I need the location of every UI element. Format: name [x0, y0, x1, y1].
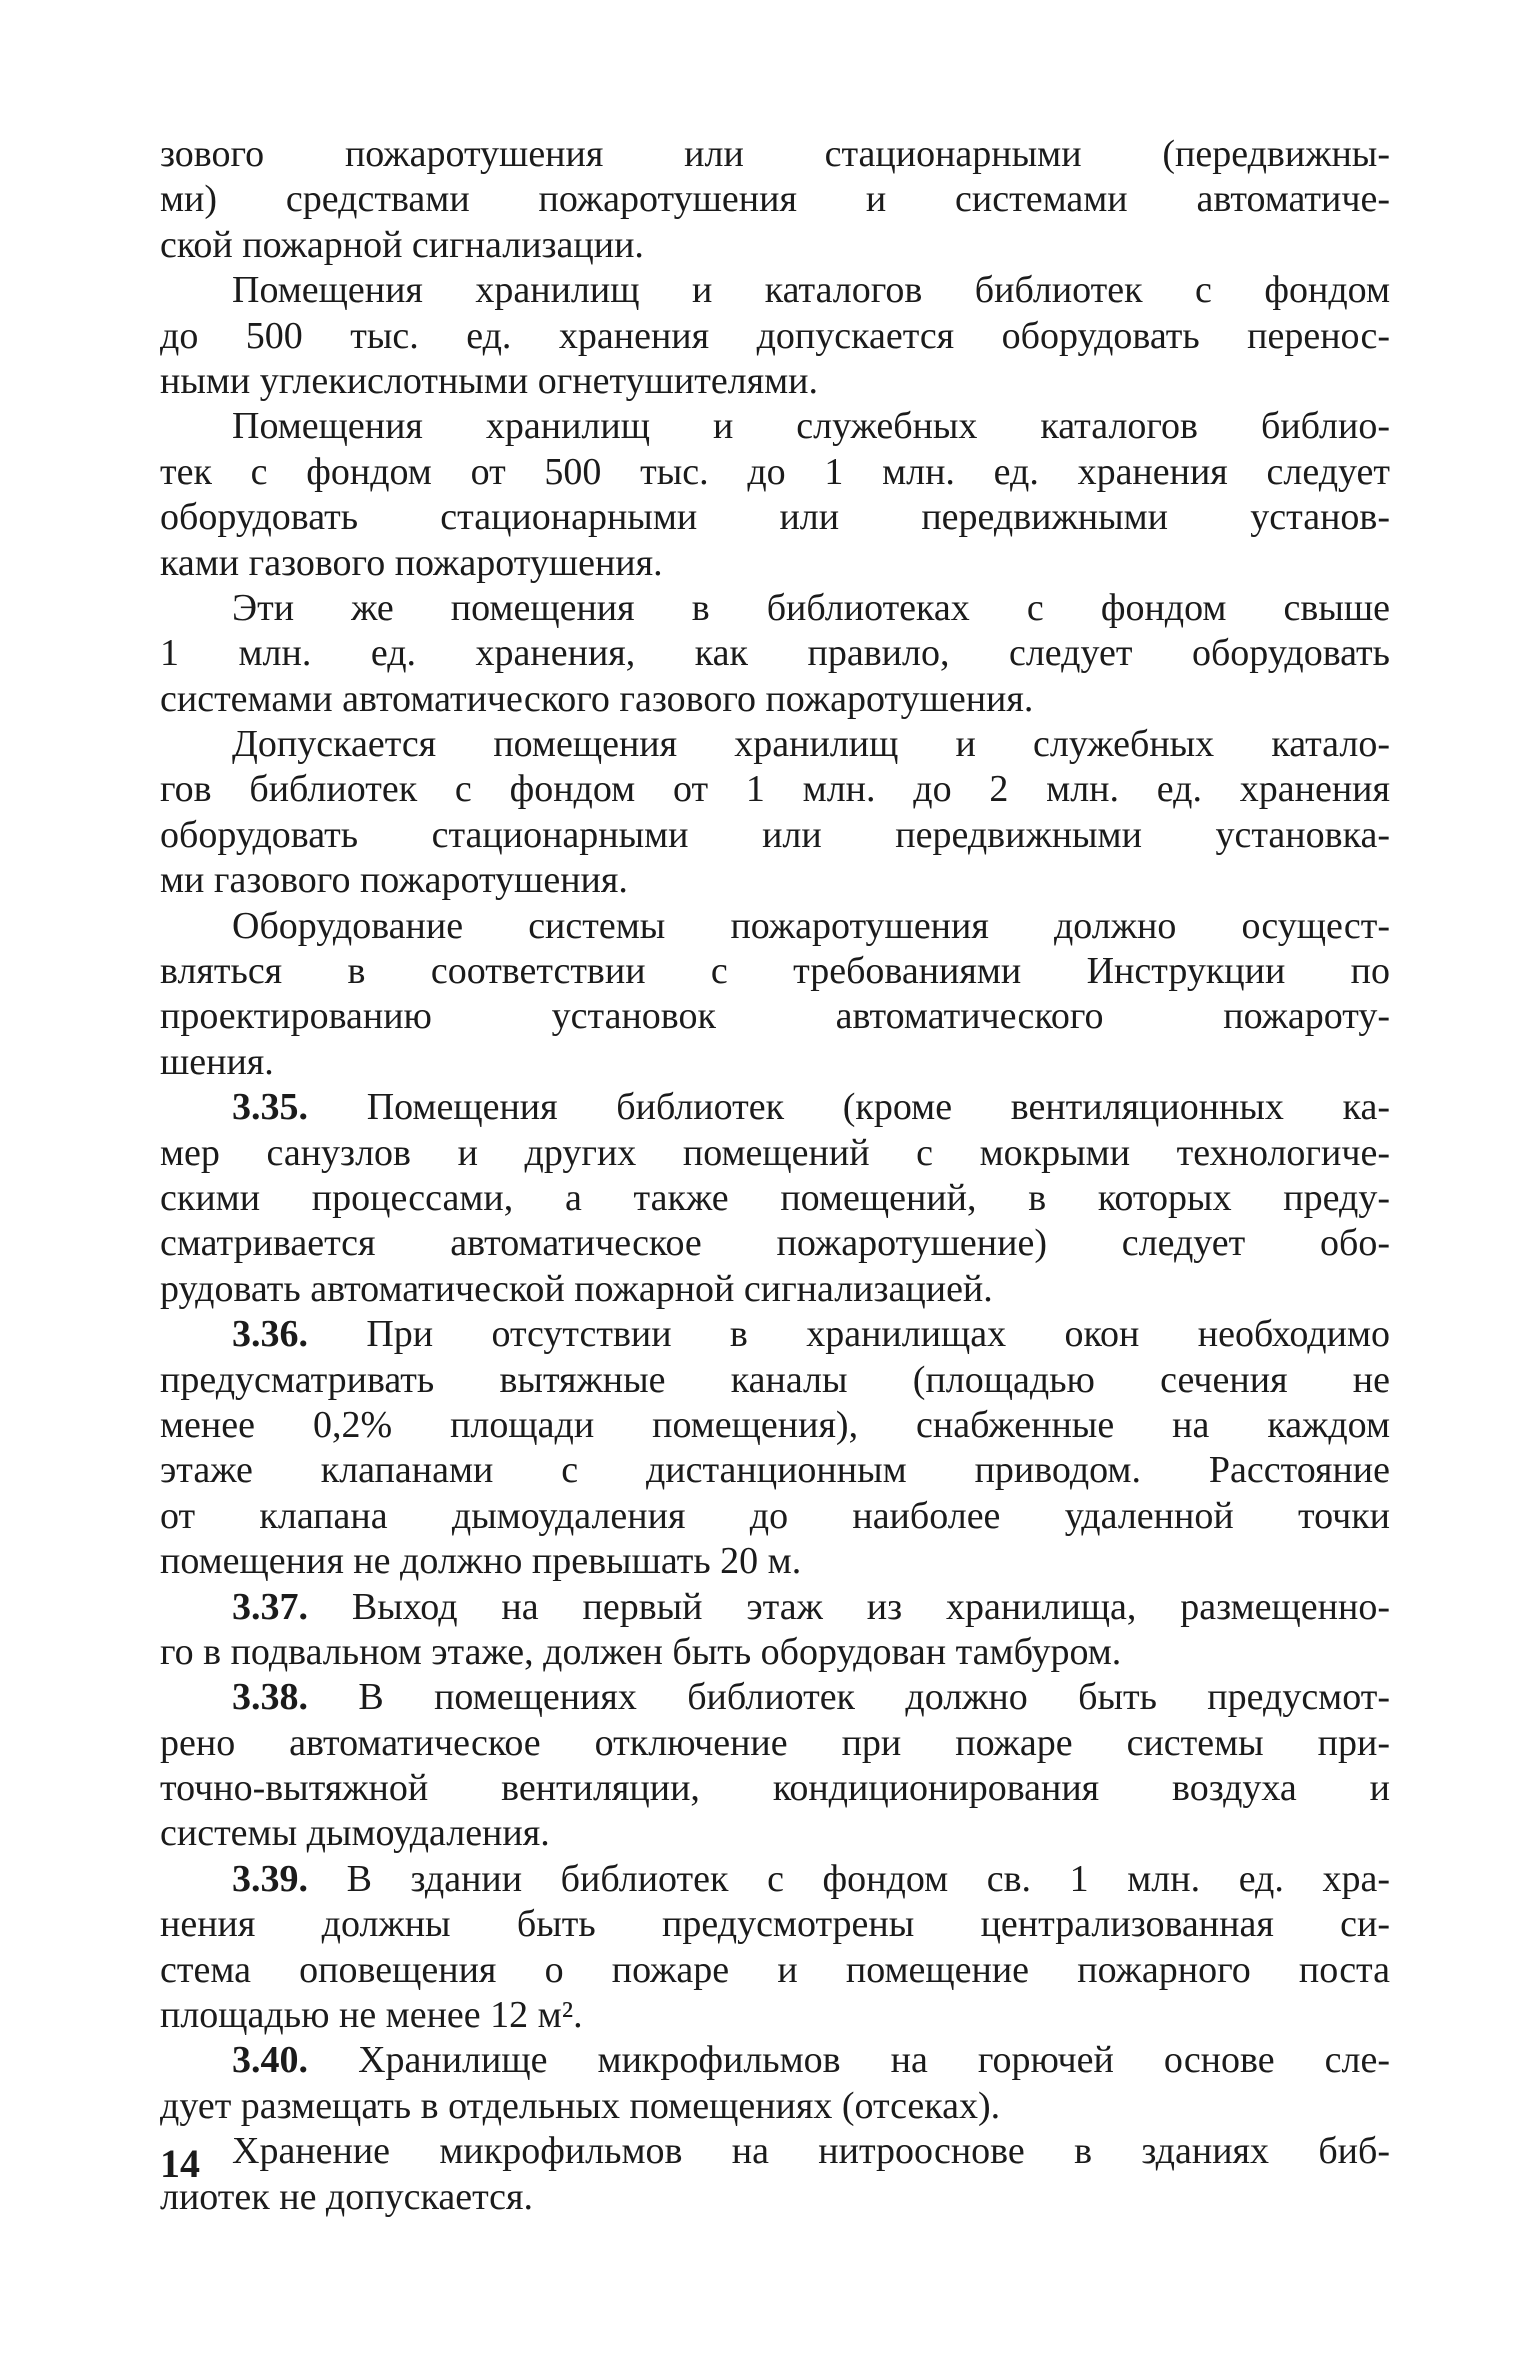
text-line: гов библиотек с фондом от 1 млн. до 2 млн. ед. хранения	[160, 768, 1390, 811]
clause-3-38-first-line	[160, 1675, 1390, 1720]
text-line: сматривается автоматическое пожаротушение) следует обо-	[160, 1222, 1390, 1265]
text-line: оборудовать стационарными или передвижными установ-	[160, 496, 1390, 539]
clause-3-40-first-line	[160, 2038, 1390, 2083]
text-line: проектированию установок автоматического пожароту-	[160, 995, 1390, 1038]
text-line: до 500 тыс. ед. хранения допускается оборудовать перенос-	[160, 314, 1390, 357]
clause-3-35-first-line	[160, 1085, 1390, 1130]
clause-text: Помещения библиотек (кроме вентиляционных ка-	[366, 1086, 1391, 1129]
paragraph-first-line: Помещения хранилищ и служебных каталогов библио-	[232, 405, 1390, 448]
text-line: мер санузлов и других помещений с мокрыми технологиче-	[160, 1131, 1390, 1174]
text-line: лиотек не допускается.	[160, 2175, 534, 2218]
clause-3-37-first-line	[160, 1585, 1390, 1630]
text-line: го в подвальном этаже, должен быть оборудован тамбуром.	[160, 1630, 1122, 1673]
text-line: дует размещать в отдельных помещениях (отсеках).	[160, 2084, 1001, 2127]
text-line: шения.	[160, 1040, 274, 1083]
text-line: площадью не менее 12 м².	[160, 1994, 583, 2037]
page-number: 14	[160, 2141, 200, 2186]
text-line: оборудовать стационарными или передвижными установка-	[160, 813, 1390, 856]
clause-number: 3.37.	[232, 1585, 308, 1628]
clause-text: Хранилище микрофильмов на горючей основе сле-	[358, 2039, 1391, 2082]
text-line: ской пожарной сигнализации.	[160, 223, 644, 266]
text-line: рено автоматическое отключение при пожаре системы при-	[160, 1721, 1390, 1764]
text-line: ми) средствами пожаротушения и системами автоматиче-	[160, 178, 1390, 221]
text-line: ными углекислотными огнетушителями.	[160, 359, 819, 402]
clause-text: В здании библиотек с фондом св. 1 млн. ед. хра-	[346, 1857, 1391, 1900]
clause-number: 3.38.	[232, 1676, 308, 1719]
text-line: помещения не должно превышать 20 м.	[160, 1540, 802, 1583]
text-line: этаже клапанами с дистанционным приводом. Расстояние	[160, 1449, 1390, 1492]
paragraph-first-line: Оборудование системы пожаротушения должно осущест-	[232, 904, 1390, 947]
paragraph-first-line: Хранение микрофильмов на нитрооснове в зданиях биб-	[232, 2130, 1390, 2173]
clause-text: В помещениях библиотек должно быть предусмот-	[358, 1676, 1390, 1719]
text-line: точно-вытяжной вентиляции, кондиционирования воздуха и	[160, 1767, 1390, 1810]
text-line: вляться в соответствии с требованиями Инструкции по	[160, 950, 1390, 993]
text-line: тек с фондом от 500 тыс. до 1 млн. ед. хранения следует	[160, 450, 1390, 493]
clause-3-39-first-line	[160, 1857, 1390, 1902]
text-line: 1 млн. ед. хранения, как правило, следует оборудовать	[160, 632, 1390, 675]
text-line: стема оповещения о пожаре и помещение пожарного поста	[160, 1948, 1390, 1991]
text-line: ми газового пожаротушения.	[160, 859, 628, 902]
text-line: системы дымоудаления.	[160, 1812, 550, 1855]
text-line: менее 0,2% площади помещения), снабженные на каждом	[160, 1403, 1390, 1446]
paragraph-first-line: Эти же помещения в библиотеках с фондом свыше	[232, 586, 1390, 629]
text-line: зового пожаротушения или стационарными (передвижны-	[160, 133, 1390, 175]
clause-number: 3.39.	[232, 1857, 308, 1900]
text-line: предусматривать вытяжные каналы (площадью сечения не	[160, 1358, 1390, 1401]
document-page	[160, 132, 1390, 2220]
text-line: ками газового пожаротушения.	[160, 541, 663, 584]
text-line: от клапана дымоудаления до наиболее удаленной точки	[160, 1494, 1390, 1537]
clause-number: 3.36.	[232, 1313, 308, 1356]
text-line: нения должны быть предусмотрены централизованная си-	[160, 1903, 1390, 1946]
clause-text: Выход на первый этаж из хранилища, размещенно-	[351, 1585, 1390, 1628]
clause-text: При отсутствии в хранилищах окон необходимо	[366, 1313, 1390, 1356]
text-line: системами автоматического газового пожаротушения.	[160, 677, 1034, 720]
clause-number: 3.35.	[232, 1086, 308, 1129]
clause-3-36-first-line	[160, 1312, 1390, 1357]
paragraph-first-line: Помещения хранилищ и каталогов библиотек с фондом	[232, 269, 1390, 312]
text-line: скими процессами, а также помещений, в которых преду-	[160, 1176, 1390, 1219]
text-line: рудовать автоматической пожарной сигнализацией.	[160, 1267, 993, 1310]
paragraph-first-line: Допускается помещения хранилищ и служебных катало-	[232, 723, 1390, 766]
clause-number: 3.40.	[232, 2039, 308, 2082]
